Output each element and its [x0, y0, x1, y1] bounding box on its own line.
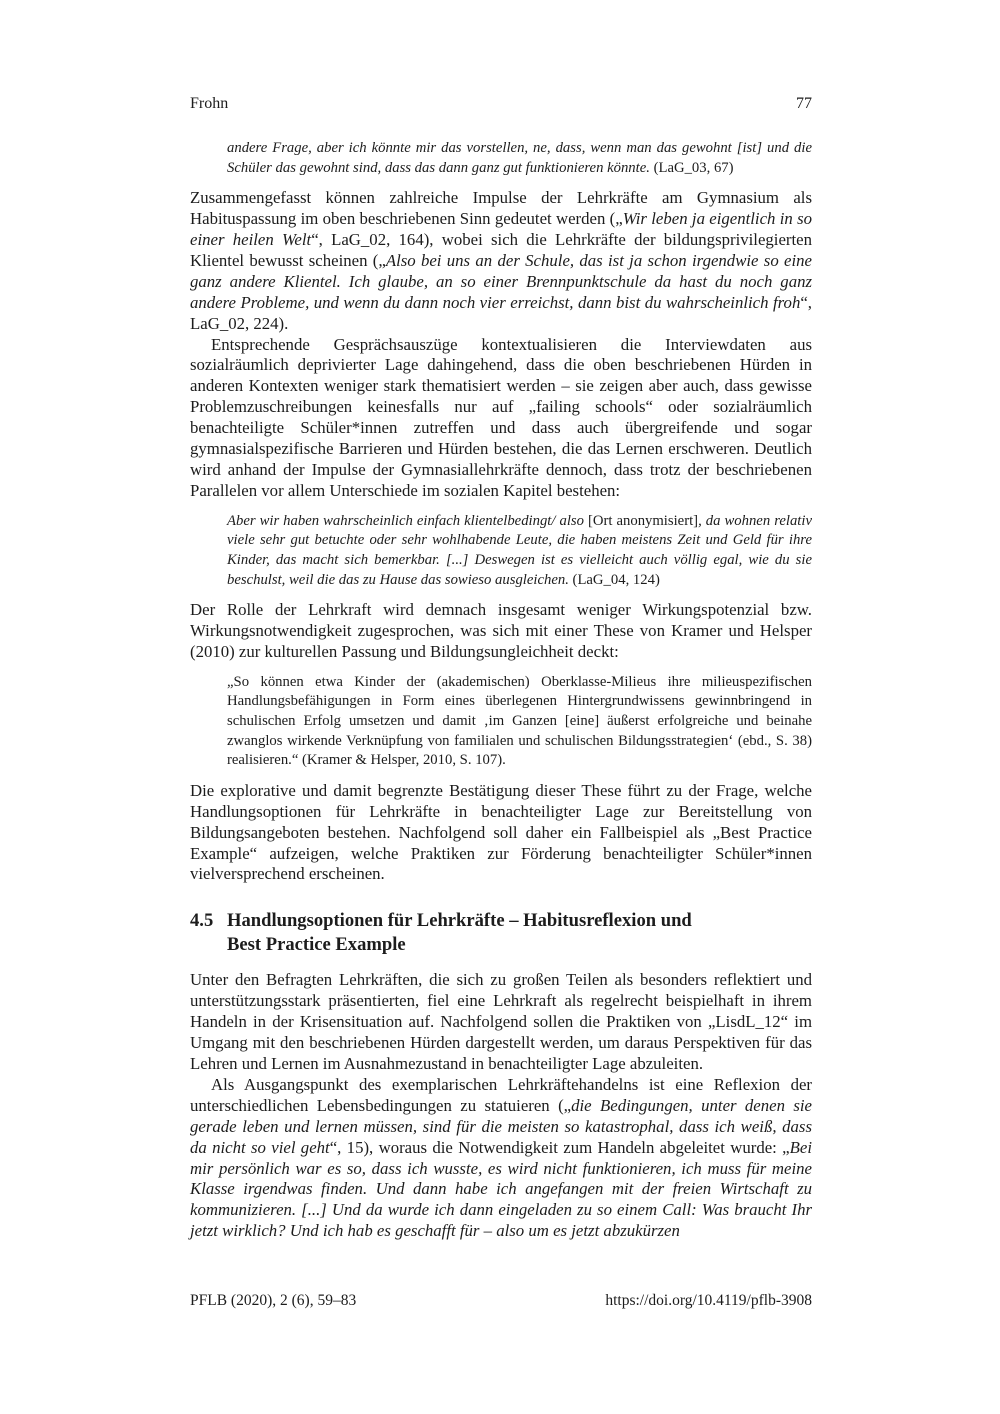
journal-citation: PFLB (2020), 2 (6), 59–83	[190, 1292, 357, 1309]
page-number: 77	[796, 95, 812, 112]
text-run: “, 15), woraus die Notwendigkeit zum Handeln abgeleitet wurde: „	[329, 1137, 790, 1157]
text-run: Aber wir haben wahrscheinlich einfach klientelbedingt/ also	[227, 512, 588, 529]
body-paragraph	[190, 335, 812, 502]
text-run: “, LaG_02, 224).	[190, 292, 812, 333]
page-body	[190, 139, 812, 1242]
page-footer	[190, 1291, 812, 1311]
text-run: Die explorative und damit begrenzte Bestätigung dieser These führt zu der Frage, welche Handlungsoptionen für Lehrkräfte in benachteiligter Lage zur Bereitstellung von Bildungsangeboten bestehen. Nachfolgend soll daher ein Fallbeispiel als „Best Practice Example“ aufzeigen, welche Praktiken zur Förderung benachteiligter Schüler*innen vielversprechend erscheinen.	[190, 780, 812, 884]
text-run: die Bedingungen, unter denen sie gerade leben und lernen müssen, sind für die meisten so katastrophal, dass ich weiß, dass da nicht so viel geht	[190, 1095, 813, 1157]
text-run: Zusammengefasst können zahlreiche Impulse der Lehrkräfte am Gymnasium als Habituspassung im oben beschriebenen Sinn gedeutet werden („	[190, 188, 812, 229]
text-run: Bei mir persönlich war es so, dass ich wusste, es wird nicht funktionieren, ich muss für meine Klasse irgendwas finden. Und dann habe ich angefangen mit der freien Wirtschaft zu kommunizieren. [...] Und da wurde ich dann eingeladen zu so einem Call: Was braucht Ihr jetzt wirklich? Und ich hab es geschafft für – also um es jetzt abzukürzen	[190, 1137, 812, 1241]
body-paragraph	[190, 188, 812, 334]
block-quote	[227, 512, 812, 590]
text-run: Der Rolle der Lehrkraft wird demnach insgesamt weniger Wirkungspotenzial bzw. Wirkungsnotwendigkeit zugesprochen, was sich mit einer These von Kramer und Helsper (2010) zur kulturellen Passung und Bildungsungleichheit deckt:	[190, 600, 812, 661]
body-paragraph	[190, 1075, 812, 1242]
text-run: „So können etwa Kinder der (akademischen) Oberklasse-Milieus ihre milieuspezifischen Handlungsbefähigungen in Form eines überlegenen Hintergrundwissens gewinnbringend in schulischen Erfolg umsetzen und damit ‚im Ganzen [eine] äußerst erfolgreiche und beinahe zwanglos wirkende Verknüpfung von familialen und schulischen Bildungsstrategien‘ (ebd., S. 38) realisieren.“ (Kramer & Helsper, 2010, S. 107).	[227, 673, 812, 769]
text-run: Entsprechende Gesprächsauszüge kontextualisieren die Interviewdaten aus sozialräumlich deprivierter Lage dahingehend, dass die oben beschriebenen Hürden in anderen Kontexten weniger stark thematisiert werden – sie zeigen aber auch, dass gewisse Problemzuschreibungen keinesfalls nur auf „failing schools“ oder sozialräumlich benachteiligte Schüler*innen zutreffen und dass auch übergreifende und sogar gymnasialspezifische Barrieren und Hürden bestehen, die das Lernen erschweren. Deutlich wird anhand der Impulse der Gymnasiallehrkräfte dennoch, dass trotz der beschriebenen Parallelen vor allem Unterschiede im sozialen Kapitel bestehen:	[190, 334, 812, 500]
block-quote	[227, 139, 812, 178]
running-header	[190, 94, 812, 114]
section-number: 4.5	[190, 910, 214, 932]
text-run: andere Frage, aber ich könnte mir das vorstellen, ne, dass, wenn man das gewohnt [ist] und die Schüler das gewohnt sind, dass das dann ganz gut funktionieren könnte.	[227, 140, 812, 176]
body-paragraph	[190, 600, 812, 663]
text-run: Unter den Befragten Lehrkräften, die sich zu großen Teilen als besonders reflektiert und unterstützungsstark präsentierten, fiel eine Lehrkraft als regelrecht beispielhaft in ihrem Handeln in der Krisensituation auf. Nachfolgend sollen die Praktiken von „LisdL_12“ im Umgang mit den beschriebenen Hürden dargestellt werden, um daraus Perspektiven für das Lehren und Lernen im Ausnahmezustand in benachteiligter Lage abzuleiten.	[190, 970, 812, 1073]
text-run: Als Ausgangspunkt des exemplarischen Lehrkräftehandelns ist eine Reflexion der unterschiedlichen Lebensbedingungen zu statuieren („	[190, 1074, 812, 1115]
block-quote	[227, 673, 812, 771]
section-heading	[190, 909, 812, 956]
text-run: (LaG_03, 67)	[649, 159, 734, 176]
section-title: Handlungsoptionen für Lehrkräfte – Habitusreflexion und Best Practice Example	[227, 910, 692, 955]
running-head-author: Frohn	[190, 95, 229, 112]
body-paragraph	[190, 970, 812, 1075]
text-run: [Ort anonymisiert]	[588, 512, 699, 529]
doi-text: https://doi.org/10.4119/pflb-3908	[605, 1292, 812, 1309]
text-run: “, LaG_02, 164), wobei sich die Lehrkräfte der bildungsprivilegierten Klientel bewusst scheinen („	[190, 230, 812, 270]
body-paragraph	[190, 781, 812, 886]
text-run: (LaG_04, 124)	[568, 571, 660, 588]
text-run: , da wohnen relativ viele sehr gut betuchte oder sehr wohlhabende Leute, die haben meistens Zeit und Geld für ihre Kinder, das macht sich bemerkbar. [...] Deswegen ist es vielleicht auch völlig egal, wie du sie beschulst, weil die das zu Hause das sowieso ausgleichen.	[227, 512, 812, 588]
text-run: Also bei uns an der Schule, das ist ja schon irgendwie so eine ganz andere Klientel. Ich glaube, an so einer Brennpunktschule da hast du noch ganz andere Probleme, und wenn du dann noch vier erreichst, dann bist du wahrscheinlich froh	[190, 250, 812, 312]
text-run: Wir leben ja eigentlich in so einer heilen Welt	[190, 209, 812, 249]
